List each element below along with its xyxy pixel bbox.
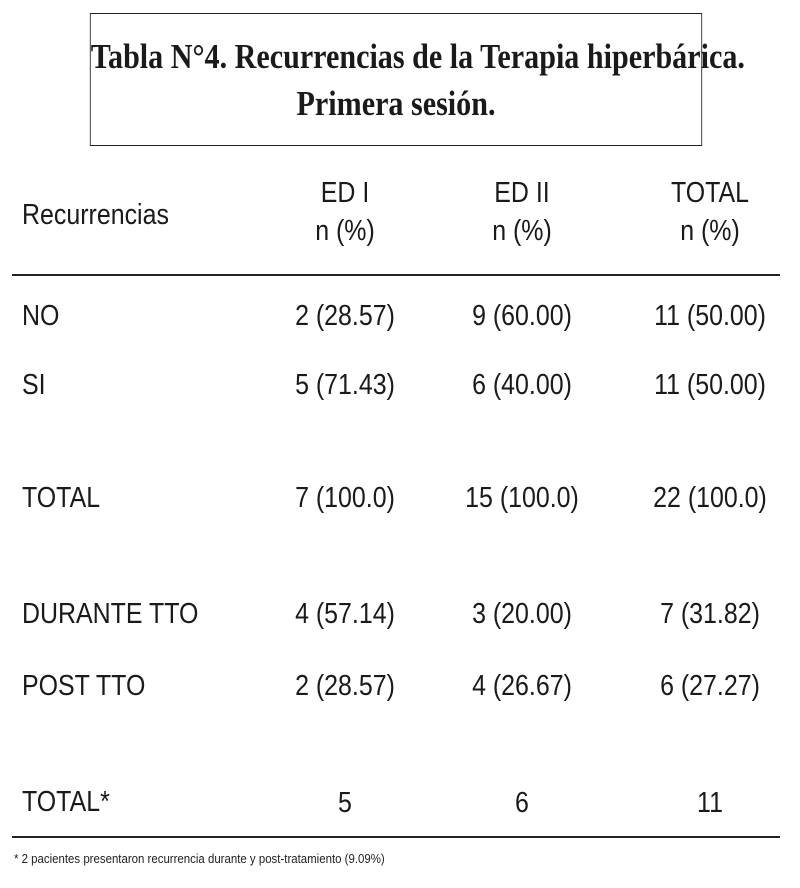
row-label-durante-tto: DURANTE TTO xyxy=(22,598,199,630)
row-label-no: NO xyxy=(22,300,60,332)
cell-si-ed2: 6 (40.00) xyxy=(472,369,572,401)
header-ed1-unit: n (%) xyxy=(315,215,375,247)
cell-totalstar-total: 11 xyxy=(697,787,723,819)
header-rule xyxy=(12,274,780,276)
table-title-line-2: Primera sesión. xyxy=(296,84,496,123)
header-ed2-name: ED II xyxy=(494,177,550,209)
header-ed2 xyxy=(453,174,591,250)
header-label: Recurrencias xyxy=(22,199,169,231)
cell-no-ed1: 2 (28.57) xyxy=(295,300,395,332)
cell-post-total: 6 (27.27) xyxy=(660,670,760,702)
cell-durante-ed1: 4 (57.14) xyxy=(295,598,395,630)
header-total-name: TOTAL xyxy=(670,177,750,209)
bottom-rule xyxy=(12,836,780,838)
cell-total-ed2: 15 (100.0) xyxy=(465,482,579,514)
cell-total-total: 22 (100.0) xyxy=(653,482,767,514)
row-label-post-tto: POST TTO xyxy=(22,670,146,702)
cell-durante-ed2: 3 (20.00) xyxy=(472,598,572,630)
cell-si-total: 11 (50.00) xyxy=(654,369,766,401)
header-total xyxy=(641,174,779,250)
row-label-total: TOTAL xyxy=(22,482,101,514)
cell-totalstar-ed2: 6 xyxy=(515,787,529,819)
footnote: * 2 pacientes presentaron recurrencia durante y post-tratamiento (9.09%) xyxy=(14,851,385,866)
header-ed1-name: ED I xyxy=(320,177,370,209)
cell-no-ed2: 9 (60.00) xyxy=(472,300,572,332)
cell-no-total: 11 (50.00) xyxy=(654,300,766,332)
cell-durante-total: 7 (31.82) xyxy=(660,598,760,630)
header-total-unit: n (%) xyxy=(680,215,740,247)
row-label-total-star: TOTAL* xyxy=(22,786,110,818)
cell-post-ed2: 4 (26.67) xyxy=(472,670,572,702)
header-ed2-unit: n (%) xyxy=(492,215,552,247)
cell-si-ed1: 5 (71.43) xyxy=(295,369,395,401)
cell-totalstar-ed1: 5 xyxy=(338,787,352,819)
header-ed1 xyxy=(276,174,414,250)
cell-total-ed1: 7 (100.0) xyxy=(295,482,395,514)
row-label-si: SI xyxy=(22,369,46,401)
table-title-line-1: Tabla N°4. Recurrencias de la Terapia hiperbárica. xyxy=(90,37,745,76)
cell-post-ed1: 2 (28.57) xyxy=(295,670,395,702)
table-title xyxy=(90,13,745,146)
